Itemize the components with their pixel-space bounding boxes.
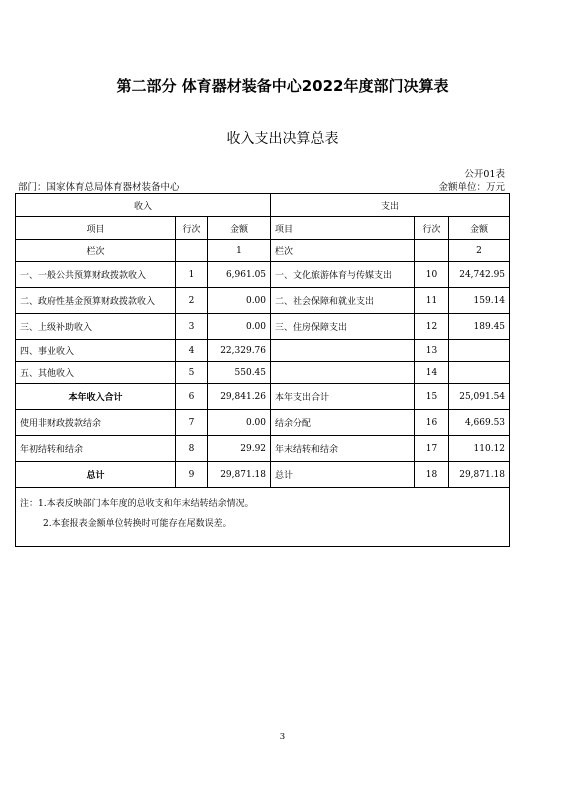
department-label: 部门：国家体育总局体育器材装备中心	[18, 182, 180, 193]
col-row-no-2: 行次	[415, 217, 449, 240]
page-number: 3	[279, 732, 286, 742]
table-row: 三、上级补助收入 3 0.00 三、住房保障支出 12 189.45	[16, 314, 510, 340]
page-title: 第二部分 体育器材装备中心2022年度部门决算表	[116, 77, 449, 95]
table-row: 四、事业收入 4 22,329.76 13	[16, 340, 510, 362]
table-note-row	[16, 488, 510, 517]
table-row: 年初结转和结余 8 29.92 年末结转和结余 17 110.12	[16, 436, 510, 462]
col-item: 项目	[16, 217, 176, 240]
col-index-2: 2	[449, 240, 510, 262]
table-row: 五、其他收入 5 550.45 14	[16, 362, 510, 384]
col-label: 栏次	[16, 240, 176, 262]
table-code: 公开01表	[464, 169, 505, 180]
expense-header: 支出	[271, 194, 510, 217]
table-row: 二、政府性基金预算财政拨款收入 2 0.00 二、社会保障和就业支出 11 159.14	[16, 288, 510, 314]
table-row-total: 总计 9 29,871.18 总计 18 29,871.18	[16, 462, 510, 488]
col-index-1: 1	[208, 240, 271, 262]
table-row: 使用非财政拨款结余 7 0.00 结余分配 16 4,669.53	[16, 410, 510, 436]
budget-table	[15, 193, 510, 547]
table-note-row	[16, 516, 510, 547]
note-2: 2.本套报表金额单位转换时可能存在尾数误差。	[16, 516, 510, 547]
table-title: 收入支出决算总表	[226, 131, 339, 147]
note-1: 注：1.本表反映部门本年度的总收支和年末结转结余情况。	[16, 488, 510, 517]
table-group-header	[16, 194, 510, 217]
col-label-2: 栏次	[271, 240, 415, 262]
col-row-no: 行次	[176, 217, 208, 240]
unit-label: 金额单位：万元	[438, 182, 505, 193]
table-column-header	[16, 217, 510, 240]
col-amount: 金额	[208, 217, 271, 240]
col-amount-2: 金额	[449, 217, 510, 240]
table-row: 一、一般公共预算财政拨款收入 1 6,961.05 一、文化旅游体育与传媒支出 10 24,742.95	[16, 262, 510, 288]
table-row-subtotal: 本年收入合计 6 29,841.26 本年支出合计 15 25,091.54	[16, 384, 510, 410]
income-header: 收入	[16, 194, 271, 217]
table-column-index	[16, 240, 510, 262]
col-item-2: 项目	[271, 217, 415, 240]
